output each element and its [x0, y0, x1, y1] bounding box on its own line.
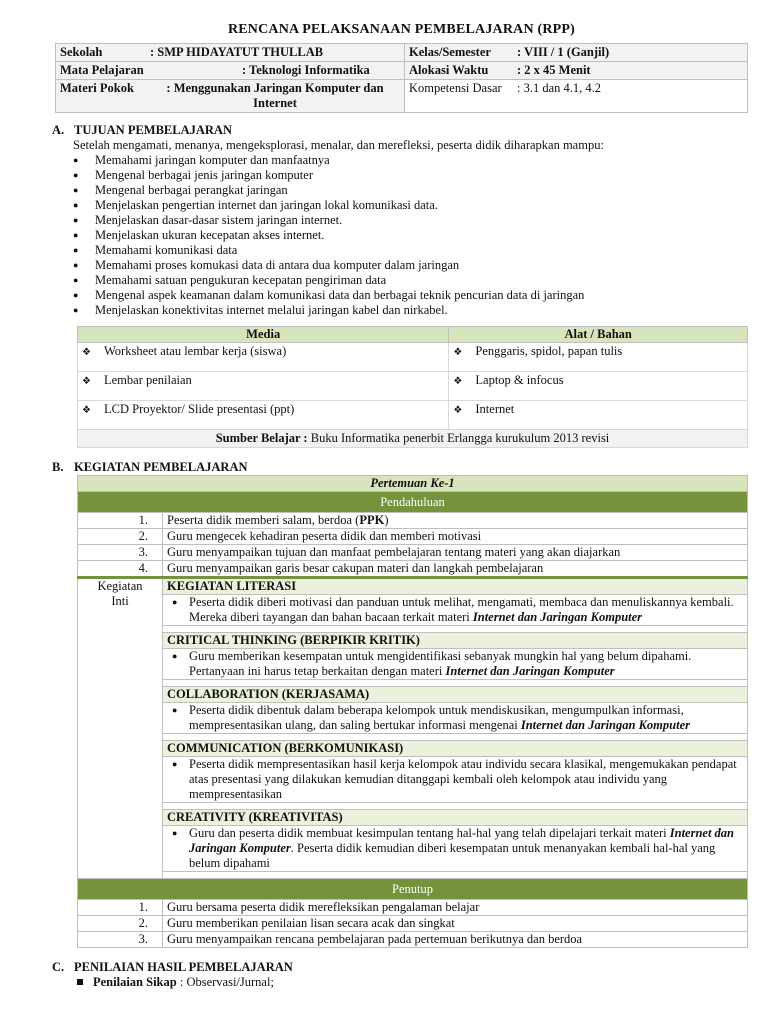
pertemuan-label: Pertemuan Ke-1 — [78, 476, 748, 492]
alat-cell — [449, 372, 748, 401]
step-text: Guru memberikan penilaian lisan secara acak dan singkat — [163, 916, 748, 932]
step-number: 4. — [78, 561, 163, 578]
inti-item-row — [78, 649, 748, 680]
inti-gap — [163, 803, 748, 810]
inti-item — [163, 703, 748, 734]
section-a-heading: A. TUJUAN PEMBELAJARAN — [52, 123, 232, 137]
inti-item-text: Guru dan peserta didik membuat kesimpulan tentang hal-hal yang telah dipelajari terkait materi — [189, 826, 670, 840]
step-text: Guru menyampaikan tujuan dan manfaat pembelajaran tentang materi yang akan diajarkan — [163, 545, 748, 561]
media-table — [77, 326, 748, 448]
goal-item: ● Menjelaskan pengertian internet dan jaringan lokal komunikasi data. — [95, 198, 748, 213]
goal-item: ● Memahami jaringan komputer dan manfaatnya — [95, 153, 748, 168]
inti-item — [163, 757, 748, 803]
inti-heading-row — [78, 741, 748, 757]
inti-item-emphasis: Internet dan Jaringan Komputer — [189, 826, 735, 855]
diamond-bullet-icon: ❖ — [453, 347, 463, 358]
inti-item-row — [78, 595, 748, 626]
goal-item: ● Menjelaskan ukuran kecepatan akses internet. — [95, 228, 748, 243]
pendahuluan-header: Pendahuluan — [78, 492, 748, 513]
inti-gap — [163, 680, 748, 687]
inti-item-text: Guru memberikan kesempatan untuk mengidentifikasi sebanyak mungkin hal yang belum dipahami. Pertanyaan ini harus tetap berkaitan dengan materi — [189, 649, 692, 678]
inti-item-row — [78, 703, 748, 734]
step-number: 1. — [78, 513, 163, 529]
media-text: LCD Proyektor/ Slide presentasi (ppt) — [104, 402, 295, 416]
rpp-document — [52, 18, 748, 990]
square-bullet-icon — [77, 979, 83, 985]
diamond-bullet-icon: ❖ — [82, 405, 91, 416]
inti-item-text: Peserta didik diberi motivasi dan panduan untuk melihat, mengamati, membaca dan menuliskannya kembali. Mereka diberi tayangan dan bahan bacaan terkait materi — [189, 595, 734, 624]
penutup-header-row — [78, 879, 748, 900]
info-table — [55, 43, 748, 113]
step-text: Guru menyampaikan rencana pembelajaran pada pertemuan berikutnya dan berdoa — [163, 932, 748, 948]
inti-item-row — [78, 826, 748, 872]
penutup-header: Penutup — [78, 879, 748, 900]
step-number: 3. — [78, 932, 163, 948]
inti-item-emphasis: Internet dan Jaringan Komputer — [472, 610, 643, 624]
step-number: 3. — [78, 545, 163, 561]
goal-item: ● Menjelaskan dasar-dasar sistem jaringan internet. — [95, 213, 748, 228]
goal-item: ● Memahami komunikasi data — [95, 243, 748, 258]
step-text: Guru bersama peserta didik merefleksikan pengalaman belajar — [163, 900, 748, 916]
kegiatan-inti-label — [78, 578, 163, 879]
inti-heading: COLLABORATION (KERJASAMA) — [163, 687, 748, 703]
inti-heading-row — [78, 633, 748, 649]
inti-item-emphasis: Internet dan Jaringan Komputer — [445, 664, 615, 678]
inti-gap-row — [78, 872, 748, 879]
kegiatan-table — [77, 475, 748, 948]
inti-heading-row — [78, 578, 748, 595]
inti-heading: CRITICAL THINKING (BERPIKIR KRITIK) — [163, 633, 748, 649]
inti-item-text: . Peserta didik kemudian diberi kesempatan untuk menanyakan kembali hal-hal yang belum dipahami — [189, 841, 716, 870]
step-number: 2. — [78, 529, 163, 545]
diamond-bullet-icon: ❖ — [82, 347, 91, 358]
media-row — [78, 372, 748, 401]
media-text: Worksheet atau lembar kerja (siswa) — [104, 344, 287, 358]
alat-text: Penggaris, spidol, papan tulis — [475, 344, 623, 358]
diamond-bullet-icon: ❖ — [82, 376, 91, 387]
kegiatan-inti-label-line: Kegiatan — [97, 579, 143, 593]
media-row — [78, 401, 748, 430]
info-materi: Materi Pokok : Menggunakan Jaringan Komputer dan Internet — [56, 80, 405, 113]
penutup-row — [78, 932, 748, 948]
inti-item — [163, 826, 748, 872]
sumber-belajar: Sumber Belajar : Buku Informatika penerbit Erlangga kurukulum 2013 revisi — [78, 430, 748, 448]
alat-cell — [449, 343, 748, 372]
media-cell — [78, 343, 449, 372]
inti-heading: KEGIATAN LITERASI — [163, 578, 748, 595]
kegiatan-inti-label-line: Inti — [111, 594, 129, 608]
inti-item — [163, 595, 748, 626]
section-b-heading: B. KEGIATAN PEMBELAJARAN — [52, 460, 248, 474]
goals-list — [55, 153, 748, 318]
penilaian-sikap: Penilaian Sikap : Observasi/Jurnal; — [55, 975, 748, 990]
inti-gap — [163, 626, 748, 633]
info-mapel: Mata Pelajaran : Teknologi Informatika — [56, 62, 405, 80]
pendahuluan-row — [78, 561, 748, 578]
step-number: 2. — [78, 916, 163, 932]
inti-item-text: Peserta didik mempresentasikan hasil kerja kelompok atau individu secara klasikal, mengemukakan pendapat atas presentasi yang dilakukan kemudian ditanggapi kembali oleh kelompok atau individu yang mempresentasikan — [189, 757, 737, 801]
pendahuluan-row — [78, 513, 748, 529]
document-title: RENCANA PELAKSANAAN PEMBELAJARAN (RPP) — [227, 22, 576, 37]
inti-heading-row — [78, 810, 748, 826]
penutup-row — [78, 900, 748, 916]
media-header: Media — [78, 327, 449, 343]
step-text-pre: Peserta didik memberi salam, berdoa ( — [167, 513, 360, 527]
inti-heading: CREATIVITY (KREATIVITAS) — [163, 810, 748, 826]
alat-header: Alat / Bahan — [449, 327, 748, 343]
diamond-bullet-icon: ❖ — [453, 405, 463, 416]
inti-gap-row — [78, 803, 748, 810]
pendahuluan-row — [78, 529, 748, 545]
penutup-row — [78, 916, 748, 932]
step-text: Guru mengecek kehadiran peserta didik dan memberi motivasi — [163, 529, 748, 545]
pendahuluan-row — [78, 545, 748, 561]
goal-item: ● Memahami satuan pengukuran kecepatan pengiriman data — [95, 273, 748, 288]
inti-item — [163, 649, 748, 680]
inti-item-text: Peserta didik dibentuk dalam beberapa kelompok untuk mendiskusikan, mengumpulkan informasi, mempresentasikan ulang, dan saling bertukar informasi mengenai — [189, 703, 684, 732]
inti-gap — [163, 734, 748, 741]
info-alokasi: Alokasi Waktu : 2 x 45 Menit — [405, 62, 748, 80]
info-sekolah: Sekolah : SMP HIDAYATUT THULLAB — [56, 44, 405, 62]
media-cell — [78, 401, 449, 430]
alat-text: Internet — [475, 402, 515, 416]
inti-gap — [163, 872, 748, 879]
step-text-post: ) — [384, 513, 389, 527]
alat-text: Laptop & infocus — [475, 373, 564, 387]
inti-gap-row — [78, 680, 748, 687]
section-a-intro: Setelah mengamati, menanya, mengeksplorasi, menalar, dan merefleksi, peserta didik diharapkan mampu: — [73, 138, 604, 152]
alat-cell — [449, 401, 748, 430]
step-text — [163, 513, 748, 529]
step-number: 1. — [78, 900, 163, 916]
info-kelas: Kelas/Semester : VIII / 1 (Ganjil) — [405, 44, 748, 62]
inti-item-row — [78, 757, 748, 803]
goal-item: ● Memahami proses komukasi data di antara dua komputer dalam jaringan — [95, 258, 748, 273]
diamond-bullet-icon: ❖ — [453, 376, 463, 387]
media-text: Lembar penilaian — [104, 373, 192, 387]
goal-item: ● Mengenal berbagai jenis jaringan komputer — [95, 168, 748, 183]
goal-item: ● Mengenal berbagai perangkat jaringan — [95, 183, 748, 198]
inti-gap-row — [78, 626, 748, 633]
step-text: Guru menyampaikan garis besar cakupan materi dan langkah pembelajaran — [163, 561, 748, 578]
step-text-bold: PPK — [359, 513, 385, 527]
inti-item-emphasis: Internet dan Jaringan Komputer — [520, 718, 690, 732]
goal-item: ● Menjelaskan konektivitas internet melalui jaringan kabel dan nirkabel. — [95, 303, 748, 318]
goal-item: ● Mengenal aspek keamanan dalam komunikasi data dan berbagai teknik pencurian data di jaringan — [95, 288, 748, 303]
media-row — [78, 343, 748, 372]
inti-gap-row — [78, 734, 748, 741]
media-cell — [78, 372, 449, 401]
info-kd: Kompetensi Dasar : 3.1 dan 4.1, 4.2 — [405, 80, 748, 113]
inti-heading-row — [78, 687, 748, 703]
inti-heading: COMMUNICATION (BERKOMUNIKASI) — [163, 741, 748, 757]
section-c-heading: C. PENILAIAN HASIL PEMBELAJARAN — [52, 960, 293, 974]
